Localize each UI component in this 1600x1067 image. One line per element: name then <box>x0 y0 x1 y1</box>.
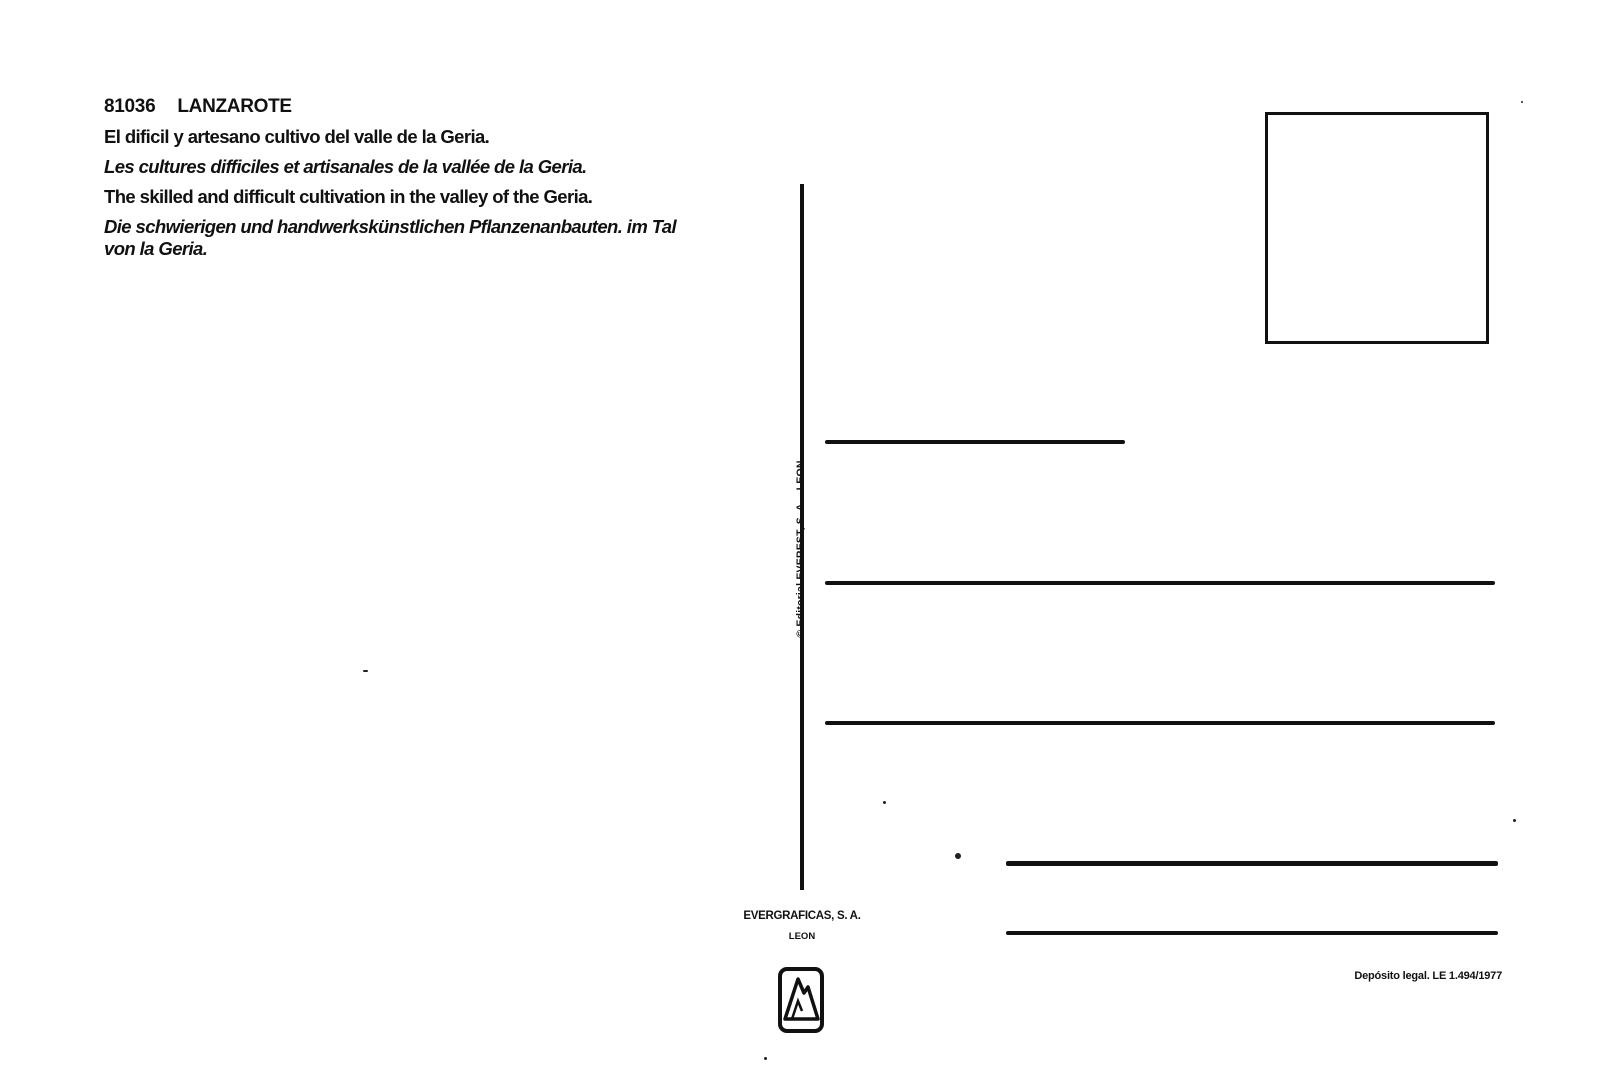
postcard-code: 81036 <box>104 96 156 117</box>
postcard-title <box>104 96 676 118</box>
caption-block <box>104 96 676 260</box>
ink-speck <box>955 853 961 859</box>
printer-name: EVERGRAFICAS, S. A. <box>743 910 861 922</box>
everest-mountain-logo-icon <box>778 967 824 1033</box>
address-line-3 <box>825 721 1495 725</box>
ink-speck <box>363 670 368 672</box>
address-line-1 <box>825 440 1125 444</box>
caption-german: Die schwierigen und handwerkskünstlichen Pflanzenanbauten. im Tal von la Geria. <box>104 216 676 259</box>
address-line-2 <box>825 581 1495 585</box>
ink-speck <box>1521 101 1523 103</box>
caption-french: Les cultures difficiles et artisanales de la vallée de la Geria. <box>104 156 587 177</box>
address-line-4 <box>1006 861 1498 866</box>
legal-deposit: Depósito legal. LE 1.494/1977 <box>1354 970 1502 982</box>
address-line-5 <box>1006 931 1498 935</box>
postcard-place: LANZAROTE <box>177 96 292 117</box>
ink-speck <box>764 1057 767 1060</box>
ink-speck <box>883 801 886 804</box>
publisher-credit <box>790 444 812 654</box>
publisher-credit-text: © Editorial EVEREST, S. A. - LEON <box>795 460 807 638</box>
printer-credit <box>728 910 876 942</box>
caption-english: The skilled and difficult cultivation in the valley of the Geria. <box>104 186 593 207</box>
stamp-box <box>1265 112 1489 344</box>
ink-speck <box>1513 819 1516 822</box>
caption-spanish: El dificil y artesano cultivo del valle de la Geria. <box>104 126 490 147</box>
printer-city: LEON <box>788 931 816 942</box>
